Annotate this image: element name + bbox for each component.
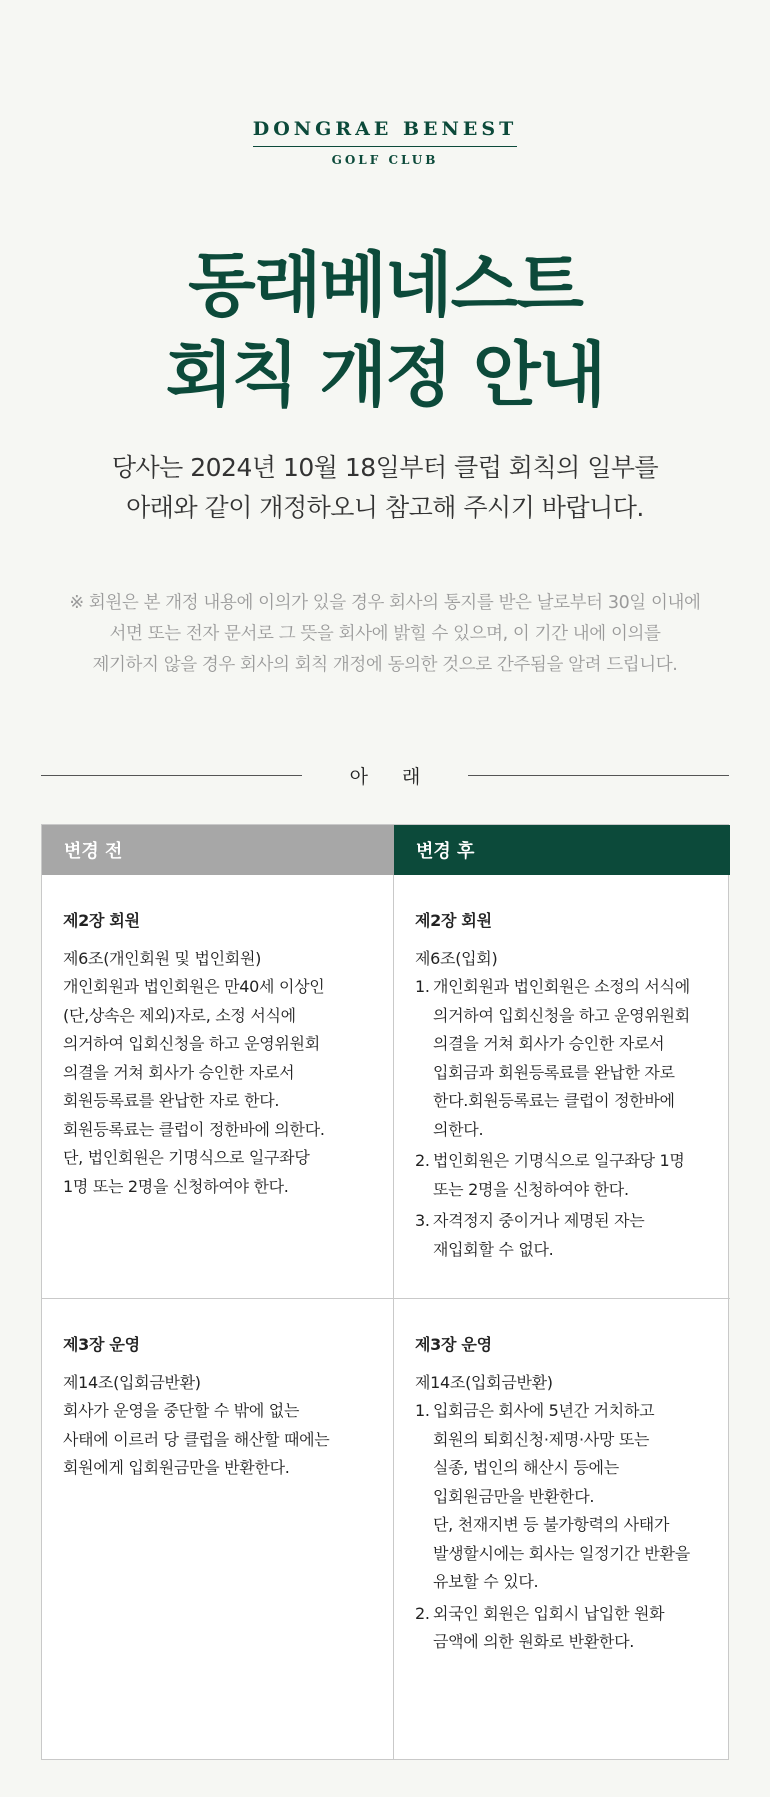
title-line-1: 동래베네스트: [188, 244, 582, 326]
intro-line-2: 아래와 같이 개정하오니 참고해 주시기 바랍니다.: [126, 493, 644, 522]
item-number: 2.: [415, 1603, 430, 1623]
row1-before-chapter: 제2장 회원: [63, 911, 140, 930]
row1-after-article: 제6조(입회): [415, 948, 498, 968]
notice-line-3: 제기하지 않을 경우 회사의 회칙 개정에 동의한 것으로 간주됨을 알려 드립니다.: [92, 655, 678, 675]
item-line: 의결을 거쳐 회사가 승인한 자로서: [433, 1034, 665, 1053]
notice-text: [40, 588, 730, 681]
page-title: [0, 240, 770, 420]
item-line: 금액에 의한 원화로 반환한다.: [433, 1632, 635, 1651]
item-line: 의거하여 입회신청을 하고 운영위원회: [433, 1005, 690, 1025]
item-line: 외국인 회원은 입회시 납입한 원화: [433, 1603, 665, 1623]
row2-before-line: 제14조(입회금반환): [63, 1372, 201, 1392]
club-logo: [0, 118, 770, 167]
item-line: 입회금은 회사에 5년간 거치하고: [433, 1401, 655, 1420]
item-line: 입회금과 회원등록료를 완납한 자로: [433, 1062, 675, 1082]
row1-after-chapter: 제2장 회원: [415, 911, 492, 930]
item-line: 회원의 퇴회신청·제명·사망 또는: [433, 1429, 650, 1449]
row2-after-chapter: 제3장 운영: [415, 1335, 492, 1354]
row1-before-line: 제6조(개인회원 및 법인회원): [63, 948, 262, 968]
row2-before-line: 사태에 이르러 당 클럽을 해산할 때에는: [63, 1429, 330, 1449]
intro-line-1: 당사는 2024년 10월 18일부터 클럽 회칙의 일부를: [111, 453, 659, 482]
logo-sub-text: GOLF CLUB: [331, 153, 439, 167]
item-line: 의한다.: [433, 1119, 484, 1139]
row2-after-item-1: [415, 1397, 710, 1597]
row1-before-line: 1명 또는 2명을 신청하여야 한다.: [63, 1176, 289, 1196]
divider-label: 아 래: [349, 765, 435, 788]
notice-line-2: 서면 또는 전자 문서로 그 뜻을 회사에 밝힐 수 있으며, 이 기간 내에 이의를: [109, 624, 661, 644]
row1-before-line: 개인회원과 법인회원은 만40세 이상인: [63, 977, 325, 996]
row2-before-line: 회원에게 입회원금만을 반환한다.: [63, 1458, 290, 1477]
row2-before-chapter: 제3장 운영: [63, 1335, 140, 1354]
row1-before-line: (단,상속은 제외)자로, 소정 서식에: [63, 1005, 296, 1025]
row1-after-item-1: [415, 973, 710, 1144]
notice-line-1: ※ 회원은 본 개정 내용에 이의가 있을 경우 회사의 통지를 받은 날로부터 30일 이내에: [69, 593, 701, 613]
item-number: 3.: [415, 1211, 430, 1230]
header-before: 변경 전: [42, 825, 394, 875]
section-divider: [41, 760, 729, 790]
intro-text: [0, 448, 770, 528]
row1-before-line: 회원등록료를 완납한 자로 한다.: [63, 1091, 280, 1110]
comparison-table: [41, 824, 729, 1760]
item-line: 또는 2명을 신청하여야 한다.: [433, 1179, 629, 1199]
item-number: 1.: [415, 1401, 430, 1420]
item-number: 2.: [415, 1151, 430, 1170]
item-line: 한다.회원등록료는 클럽이 정한바에: [433, 1091, 675, 1110]
item-line: 법인회원은 기명식으로 일구좌당 1명: [433, 1151, 685, 1170]
row1-after-item-2: [415, 1147, 710, 1204]
row1-before-line: 단, 법인회원은 기명식으로 일구좌당: [63, 1148, 310, 1167]
divider-line-left: [41, 775, 302, 776]
item-line: 유보할 수 있다.: [433, 1572, 539, 1591]
item-line: 재입회할 수 없다.: [433, 1239, 554, 1259]
row2-before-cell: [42, 1299, 394, 1759]
row1-before-line: 회원등록료는 클럽이 정한바에 의한다.: [63, 1119, 325, 1139]
row1-after-cell: [394, 875, 730, 1299]
row2-after-item-2: [415, 1600, 710, 1657]
row2-after-article: 제14조(입회금반환): [415, 1372, 553, 1392]
item-line: 발생할시에는 회사는 일정기간 반환을: [433, 1543, 690, 1563]
logo-main-text: DONGRAE BENEST: [253, 118, 518, 147]
row2-before-line: 회사가 운영을 중단할 수 밖에 없는: [63, 1401, 300, 1420]
title-line-2: 회칙 개정 안내: [165, 334, 605, 416]
item-number: 1.: [415, 977, 430, 996]
row2-after-cell: [394, 1299, 730, 1759]
item-line: 입회원금만을 반환한다.: [433, 1486, 595, 1506]
item-line: 단, 천재지변 등 불가항력의 사태가: [433, 1515, 670, 1534]
row1-before-line: 의결을 거쳐 회사가 승인한 자로서: [63, 1062, 295, 1082]
item-line: 개인회원과 법인회원은 소정의 서식에: [433, 977, 690, 996]
divider-line-right: [468, 775, 729, 776]
item-line: 실종, 법인의 해산시 등에는: [433, 1458, 619, 1477]
row1-before-cell: [42, 875, 394, 1299]
item-line: 자격정지 중이거나 제명된 자는: [433, 1211, 645, 1230]
header-after: 변경 후: [394, 825, 730, 875]
row1-after-item-3: [415, 1207, 710, 1264]
row1-before-line: 의거하여 입회신청을 하고 운영위원회: [63, 1034, 320, 1053]
